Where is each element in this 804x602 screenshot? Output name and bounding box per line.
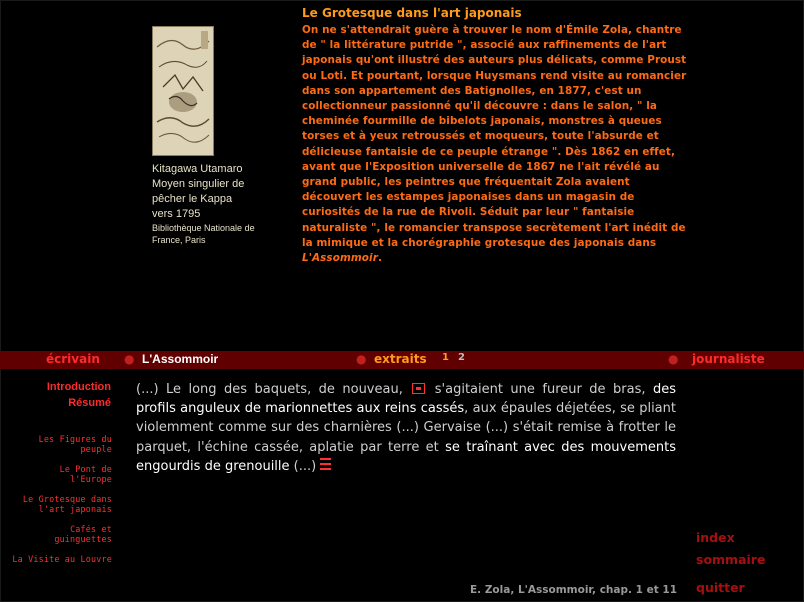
- extract-text: [136, 380, 676, 476]
- article-title: Le Grotesque dans l'art japonais: [302, 6, 522, 20]
- nav-journaliste-link[interactable]: journaliste: [692, 352, 765, 366]
- menu-item-line: Les Figures du: [38, 434, 112, 444]
- extract-segment: s'agitaient une fureur de bras,: [434, 382, 646, 397]
- extract-highlight: des profils anguleux de marionnettes aux reins cassés: [136, 382, 676, 417]
- print-thumbnail[interactable]: [152, 26, 214, 156]
- nav-page-2[interactable]: 2: [458, 352, 465, 363]
- nav-bullet-icon: ●: [668, 352, 679, 366]
- nav-bullet-icon: ●: [124, 352, 135, 366]
- menu-item-line: Cafés et: [70, 524, 112, 534]
- quitter-link[interactable]: quitter: [696, 580, 745, 595]
- nav-ecrivain-link[interactable]: écrivain: [46, 352, 100, 366]
- source-reference: E. Zola, L'Assommoir, chap. 1 et 11: [470, 584, 678, 596]
- article-book-title: L'Assommoir: [302, 252, 378, 265]
- caption-artist: Kitagawa Utamaro: [152, 163, 243, 175]
- menu-grotesque-art-japonais[interactable]: [0, 494, 112, 514]
- index-link[interactable]: index: [696, 530, 735, 545]
- menu-item-line: peuple: [80, 444, 112, 454]
- menu-item-line: Le Pont de: [59, 464, 112, 474]
- menu-item-line: guinguettes: [54, 534, 112, 544]
- menu-introduction[interactable]: Introduction: [46, 381, 111, 393]
- menu-item-line: l'Europe: [70, 474, 112, 484]
- sommaire-link[interactable]: sommaire: [696, 552, 766, 567]
- nav-extraits-link[interactable]: extraits: [374, 352, 427, 366]
- menu-cafes-guinguettes[interactable]: [0, 524, 112, 544]
- article-end: .: [377, 252, 382, 265]
- nav-bar: [0, 351, 804, 369]
- nav-page-1[interactable]: 1: [442, 352, 449, 363]
- more-icon[interactable]: [320, 458, 331, 470]
- article-body: [302, 23, 732, 266]
- caption-date: vers 1795: [152, 208, 201, 220]
- extract-segment: (...): [293, 458, 317, 474]
- extract-highlight: se traînant avec des mouvements engourdis de grenouille: [136, 439, 676, 474]
- caption-title-2: pêcher le Kappa: [152, 193, 233, 205]
- extract-segment: , aux épaules déjetées, se pliant violemment comme sur des charnières (...) Gervaise (...) s'était remise à frotter le parquet, l'échine cassée, aplatie par terre et: [136, 401, 676, 455]
- image-caption: [152, 162, 267, 246]
- caption-title-1: Moyen singulier de: [152, 178, 245, 190]
- extract-segment: (...) Le long des baquets, de nouveau,: [136, 382, 403, 397]
- image-link-icon[interactable]: [412, 383, 425, 394]
- menu-figures-du-peuple[interactable]: [0, 434, 112, 454]
- caption-credit: Bibliothèque Nationale de France, Paris: [152, 223, 255, 245]
- menu-visite-au-louvre[interactable]: [0, 554, 112, 564]
- print-illustration: [153, 27, 213, 155]
- menu-item-line: La Visite au Louvre: [12, 554, 112, 564]
- menu-item-line: l'art japonais: [38, 504, 112, 514]
- menu-item-line: Le Grotesque dans: [22, 494, 112, 504]
- article-text: On ne s'attendrait guère à trouver le nom d'Émile Zola, chantre de " la littérature putride ", associé aux raffinements de l'art japonais qu'ont illustré des auteurs plus délicats, comme Proust ou Loti. Et pourtant, lorsque Huysmans rend visite au romancier dans son appartement des Batignolles, en 1877, c'est un collectionneur passionné qu'il découvre : dans le salon, " la cheminée fourmille de bibelots japonais, monstres à queues torses et à yeux retroussés et moqueurs, toute l'absurde et délicieuse fantaisie de ce peuple étrange ". Dès 1862 en effet, avant que l'Exposition universelle de 1867 ne l'ait révélé au grand public, les peintres que fréquentait Zola avaient découvert les estampes japonaises dans un magasin de curiosités de la rue de Rivoli. Séduit par leur " fantaisie naturaliste ", le romancier transpose secrètement l'art inédit de la mimique et la chorégraphie grotesque des japonais dans: [302, 24, 687, 249]
- nav-current-section: L'Assommoir: [142, 352, 219, 366]
- menu-pont-de-l-europe[interactable]: [0, 464, 112, 484]
- menu-resume[interactable]: Résumé: [68, 397, 111, 409]
- nav-bullet-icon: ●: [356, 352, 367, 366]
